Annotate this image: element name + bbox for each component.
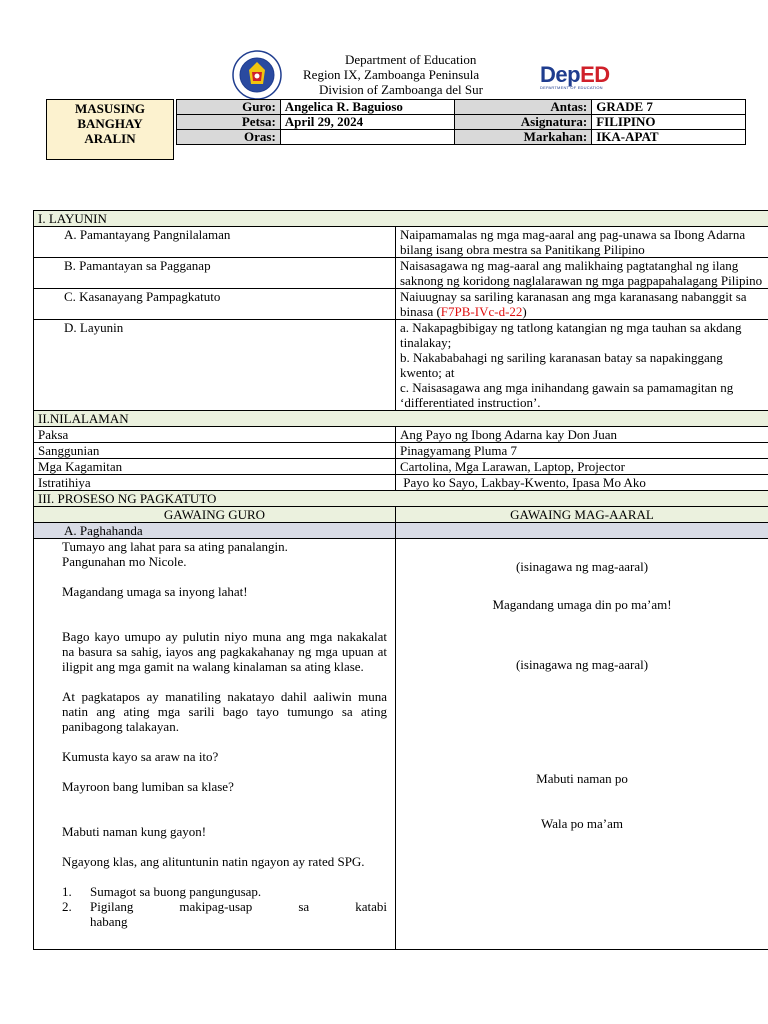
guro-line: Kumusta kayo sa araw na ito? [62,749,219,764]
lesson-plan-table [33,210,768,950]
asignatura-label: Asignatura: [455,115,592,130]
guro-line: Mabuti naman kung gayon! [62,824,207,839]
layunin-a-value: Naipamamalas ng mga mag-aaral ang pag-unawa sa Ibong Adarna bilang isang obra mestra sa Panitikang Pilipino [396,227,768,258]
guro-line: Tumayo ang lahat para sa ating panalangin. [62,539,288,554]
rule-item: 2. Pigilang makipag-usap sa katabi habang [62,899,387,929]
layunin-d-value [396,320,768,411]
paghahanda-heading: A. Paghahanda [34,523,396,539]
guro-line: At pagkatapos ay manatiling nakatayo dahil aaliwin muna natin ang ating mga sarili bago tayo tumungo sa ating panibagong talakayan. [62,689,387,734]
student-response: (isinagawa ng mag-aaral) [515,657,649,672]
antas-label: Antas: [455,100,592,115]
sanggunian-value: Pinagyamang Pluma 7 [396,443,768,459]
student-response: Mabuti naman po [536,771,628,786]
layunin-c-value: Naiuugnay sa sariling karanasan ang mga karanasang nabanggit sa binasa (F7PB-IVc-d-22) [396,289,768,320]
header-division: Division of Zamboanga del Sur [319,82,483,97]
oras-value [280,130,455,145]
guro-line: Pangunahan mo Nicole. [62,554,187,569]
kagamitan-value: Cartolina, Mga Larawan, Laptop, Projector [396,459,768,475]
section-layunin-heading: I. LAYUNIN [34,211,768,227]
istratihiya-value: Payo ko Sayo, Lakbay-Kwento, Ipasa Mo Ako [396,475,768,491]
guro-line: Mayroon bang lumiban sa klase? [62,779,234,794]
info-table [176,99,746,145]
student-response: Magandang umaga din po ma’am! [492,597,672,612]
layunin-c-label: C. Kasanayang Pampagkatuto [34,289,396,320]
col-gawaing-mag-aaral: GAWAING MAG-AARAL [396,507,768,523]
istratihiya-label: Istratihiya [34,475,396,491]
kagamitan-label: Mga Kagamitan [34,459,396,475]
layunin-a-label: A. Pamantayang Pangnilalaman [34,227,396,258]
layunin-d-label: D. Layunin [34,320,396,411]
objective-c: c. Naisasagawa ang mga inihandang gawain sa pamamagitan ng ‘differentiated instruction’. [400,380,734,410]
antas-value: GRADE 7 [592,100,746,115]
header-region: Region IX, Zamboanga Peninsula [303,67,480,82]
objective-a: a. Nakapagbibigay ng tatlong katangian ng mga tauhan sa akdang tinalakay; [400,320,742,350]
student-response: (isinagawa ng mag-aaral) [515,559,649,574]
deped-seal-logo [232,50,282,100]
guro-line: Bago kayo umupo ay pulutin niyo muna ang mga nakakalat na basura sa sahig, iayos ang pagkakahanay ng mga upuan at iligpit ang mga gamit na walang kinalaman sa ating klase. [62,629,387,674]
lesson-plan-title: MASUSING BANGHAY ARALIN [46,99,174,160]
deped-logo: DepED DEPARTMENT OF EDUCATION [540,62,610,90]
col-gawaing-guro: GAWAING GURO [34,507,396,523]
sanggunian-label: Sanggunian [34,443,396,459]
markahan-value: IKA-APAT [592,130,746,145]
guro-label: Guro: [177,100,281,115]
asignatura-value: FILIPINO [592,115,746,130]
student-response: Wala po ma’am [541,816,623,831]
rule-item: 1. Sumagot sa buong pangungusap. [62,884,262,899]
layunin-b-label: B. Pamantayan sa Pagganap [34,258,396,289]
guro-line: Ngayong klas, ang alituntunin natin ngayon ay rated SPG. [62,854,365,869]
layunin-b-value: Naisasagawa ng mag-aaral ang malikhaing pagtatanghal ng ilang saknong ng koridong naglalarawan ng mga pagpapahalagang Pilipino [396,258,768,289]
oras-label: Oras: [177,130,281,145]
paksa-value: Ang Payo ng Ibong Adarna kay Don Juan [396,427,768,443]
deped-logo-subtitle: DEPARTMENT OF EDUCATION [540,85,603,90]
objective-b: b. Nakababahagi ng sariling karanasan batay sa napakinggang kwento; at [400,350,723,380]
guro-value: Angelica R. Baguioso [280,100,455,115]
paksa-label: Paksa [34,427,396,443]
guro-line: Magandang umaga sa inyong lahat! [62,584,248,599]
petsa-value: April 29, 2024 [280,115,455,130]
section-proseso-heading: III. PROSESO NG PAGKATUTO [34,491,768,507]
petsa-label: Petsa: [177,115,281,130]
gawaing-guro-content [34,539,396,950]
gawaing-mag-aaral-content [396,539,768,950]
section-nilalaman-heading: II.NILALAMAN [34,411,768,427]
header-department: Department of Education [345,52,477,67]
markahan-label: Markahan: [455,130,592,145]
competency-code: F7PB-IVc-d-22 [440,304,523,319]
